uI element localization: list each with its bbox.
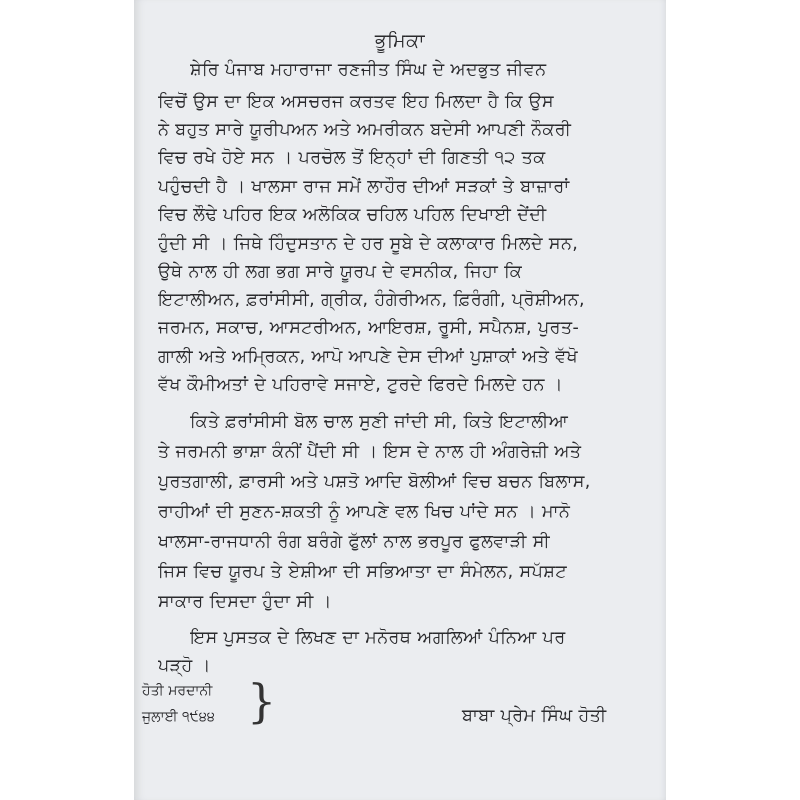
text-line-10: ਜਰਮਨ, ਸਕਾਚ, ਆਸਟਰੀਅਨ, ਆਇਰਸ਼, ਰੂਸੀ, ਸਪੈਨਸ਼, ਪੁਰਤ-: [158, 318, 580, 338]
text-line-21: ਪੜ੍ਹੋ ।: [158, 656, 211, 676]
text-line-19: ਸਾਕਾਰ ਦਿਸਦਾ ਹੁੰਦਾ ਸੀ ।: [158, 592, 332, 612]
text-line-13: ਕਿਤੇ ਫ਼ਰਾਂਸੀਸੀ ਬੋਲ ਚਾਲ ਸੁਣੀ ਜਾਂਦੀ ਸੀ, ਕਿਤੇ ਇਟਾਲੀਆ: [190, 412, 569, 432]
text-line-17: ਖਾਲਸਾ-ਰਾਜਧਾਨੀ ਰੰਗ ਬਰੰਗੇ ਫੁੱਲਾਂ ਨਾਲ ਭਰਪੂਰ ਫੁਲਵਾੜੀ ਸੀ: [158, 532, 551, 552]
book-page: [134, 0, 666, 800]
brace-mark: }: [247, 674, 277, 728]
date-line: ਜੁਲਾਈ ੧੯੪੪: [142, 709, 215, 725]
place-name: ਹੋਤੀ ਮਰਦਾਨੀ: [142, 683, 213, 699]
text-line-18: ਜਿਸ ਵਿਚ ਯੂਰਪ ਤੇ ਏਸ਼ੀਆ ਦੀ ਸਭਿਆਤਾ ਦਾ ਸੰਮੇਲਨ, ਸਪੱਸ਼ਟ: [158, 562, 567, 582]
text-line-2: ਵਿਚੋਂ ਉਸ ਦਾ ਇਕ ਅਸਚਰਜ ਕਰਤਵ ਇਹ ਮਿਲਦਾ ਹੈ ਕਿ ਉਸ: [158, 92, 554, 112]
text-line-12: ਵੱਖ ਕੌਮੀਅਤਾਂ ਦੇ ਪਹਿਰਾਵੇ ਸਜਾਏ, ਟੁਰਦੇ ਫਿਰਦੇ ਮਿਲਦੇ ਹਨ ।: [158, 375, 563, 395]
text-line-14: ਤੇ ਜਰਮਨੀ ਭਾਸ਼ਾ ਕੰਨੀਂ ਪੈਂਦੀ ਸੀ । ਇਸ ਦੇ ਨਾਲ ਹੀ ਅੰਗਰੇਜ਼ੀ ਅਤੇ: [158, 442, 582, 462]
text-line-11: ਗਾਲੀ ਅਤੇ ਅਮ੍ਰਿਕਨ, ਆਪੋ ਆਪਣੇ ਦੇਸ ਦੀਆਂ ਪੁਸ਼ਾਕਾਂ ਅਤੇ ਵੱਖੋ: [158, 347, 579, 367]
text-line-16: ਰਾਹੀਆਂ ਦੀ ਸੁਣਨ-ਸ਼ਕਤੀ ਨੂੰ ਆਪਣੇ ਵਲ ਖਿਚ ਪਾਂਦੇ ਸਨ । ਮਾਨੋ: [158, 502, 571, 522]
text-line-8: ਉਥੇ ਨਾਲ ਹੀ ਲਗ ਭਗ ਸਾਰੇ ਯੂਰਪ ਦੇ ਵਸਨੀਕ, ਜਿਹਾ ਕਿ: [158, 262, 523, 282]
text-line-4: ਵਿਚ ਰਖੇ ਹੋਏ ਸਨ । ਪਰਚੋਲ ਤੋਂ ਇਨ੍ਹਾਂ ਦੀ ਗਿਣਤੀ ੧੨ ਤਕ: [158, 148, 546, 168]
text-line-20: ਇਸ ਪੁਸਤਕ ਦੇ ਲਿਖਣ ਦਾ ਮਨੋਰਥ ਅਗਲਿਆਂ ਪੰਨਿਆ ਪਰ: [190, 628, 566, 648]
text-line-9: ਇਟਾਲੀਅਨ, ਫ਼ਰਾਂਸੀਸੀ, ਗ੍ਰੀਕ, ਹੰਗੇਰੀਅਨ, ਫ਼ਿਰੰਗੀ, ਪ੍ਰੋਸ਼ੀਅਨ,: [158, 290, 585, 310]
author-signature: ਬਾਬਾ ਪ੍ਰੇਮ ਸਿੰਘ ਹੋਤੀ: [462, 706, 607, 726]
text-line-3: ਨੇ ਬਹੁਤ ਸਾਰੇ ਯੂਰੀਪਅਨ ਅਤੇ ਅਮਰੀਕਨ ਬਦੇਸੀ ਆਪਣੀ ਨੌਕਰੀ: [158, 120, 572, 140]
text-line-7: ਹੁੰਦੀ ਸੀ । ਜਿਥੇ ਹਿੰਦੁਸਤਾਨ ਦੇ ਹਰ ਸੂਬੇ ਦੇ ਕਲਾਕਾਰ ਮਿਲਦੇ ਸਨ,: [158, 234, 579, 254]
text-line-5: ਪਹੁੰਚਦੀ ਹੈ । ਖਾਲਸਾ ਰਾਜ ਸਮੇਂ ਲਾਹੌਰ ਦੀਆਂ ਸੜਕਾਂ ਤੇ ਬਾਜ਼ਾਰਾਂ: [158, 177, 570, 197]
text-line-6: ਵਿਚ ਲੌਢੇ ਪਹਿਰ ਇਕ ਅਲੋਕਿਕ ਚਹਿਲ ਪਹਿਲ ਦਿਖਾਈ ਦੇਂਦੀ: [158, 205, 547, 225]
page-title: ਭੂਮਿਕਾ: [374, 30, 426, 52]
text-line-1: ਸ਼ੇਰਿ ਪੰਜਾਬ ਮਹਾਰਾਜਾ ਰਣਜੀਤ ਸਿੰਘ ਦੇ ਅਦਭੁਤ ਜੀਵਨ: [190, 60, 547, 80]
text-line-15: ਪੁਰਤਗਾਲੀ, ਫ਼ਾਰਸੀ ਅਤੇ ਪਸ਼ਤੋ ਆਦਿ ਬੋਲੀਆਂ ਵਿਚ ਬਚਨ ਬਿਲਾਸ,: [158, 472, 591, 492]
